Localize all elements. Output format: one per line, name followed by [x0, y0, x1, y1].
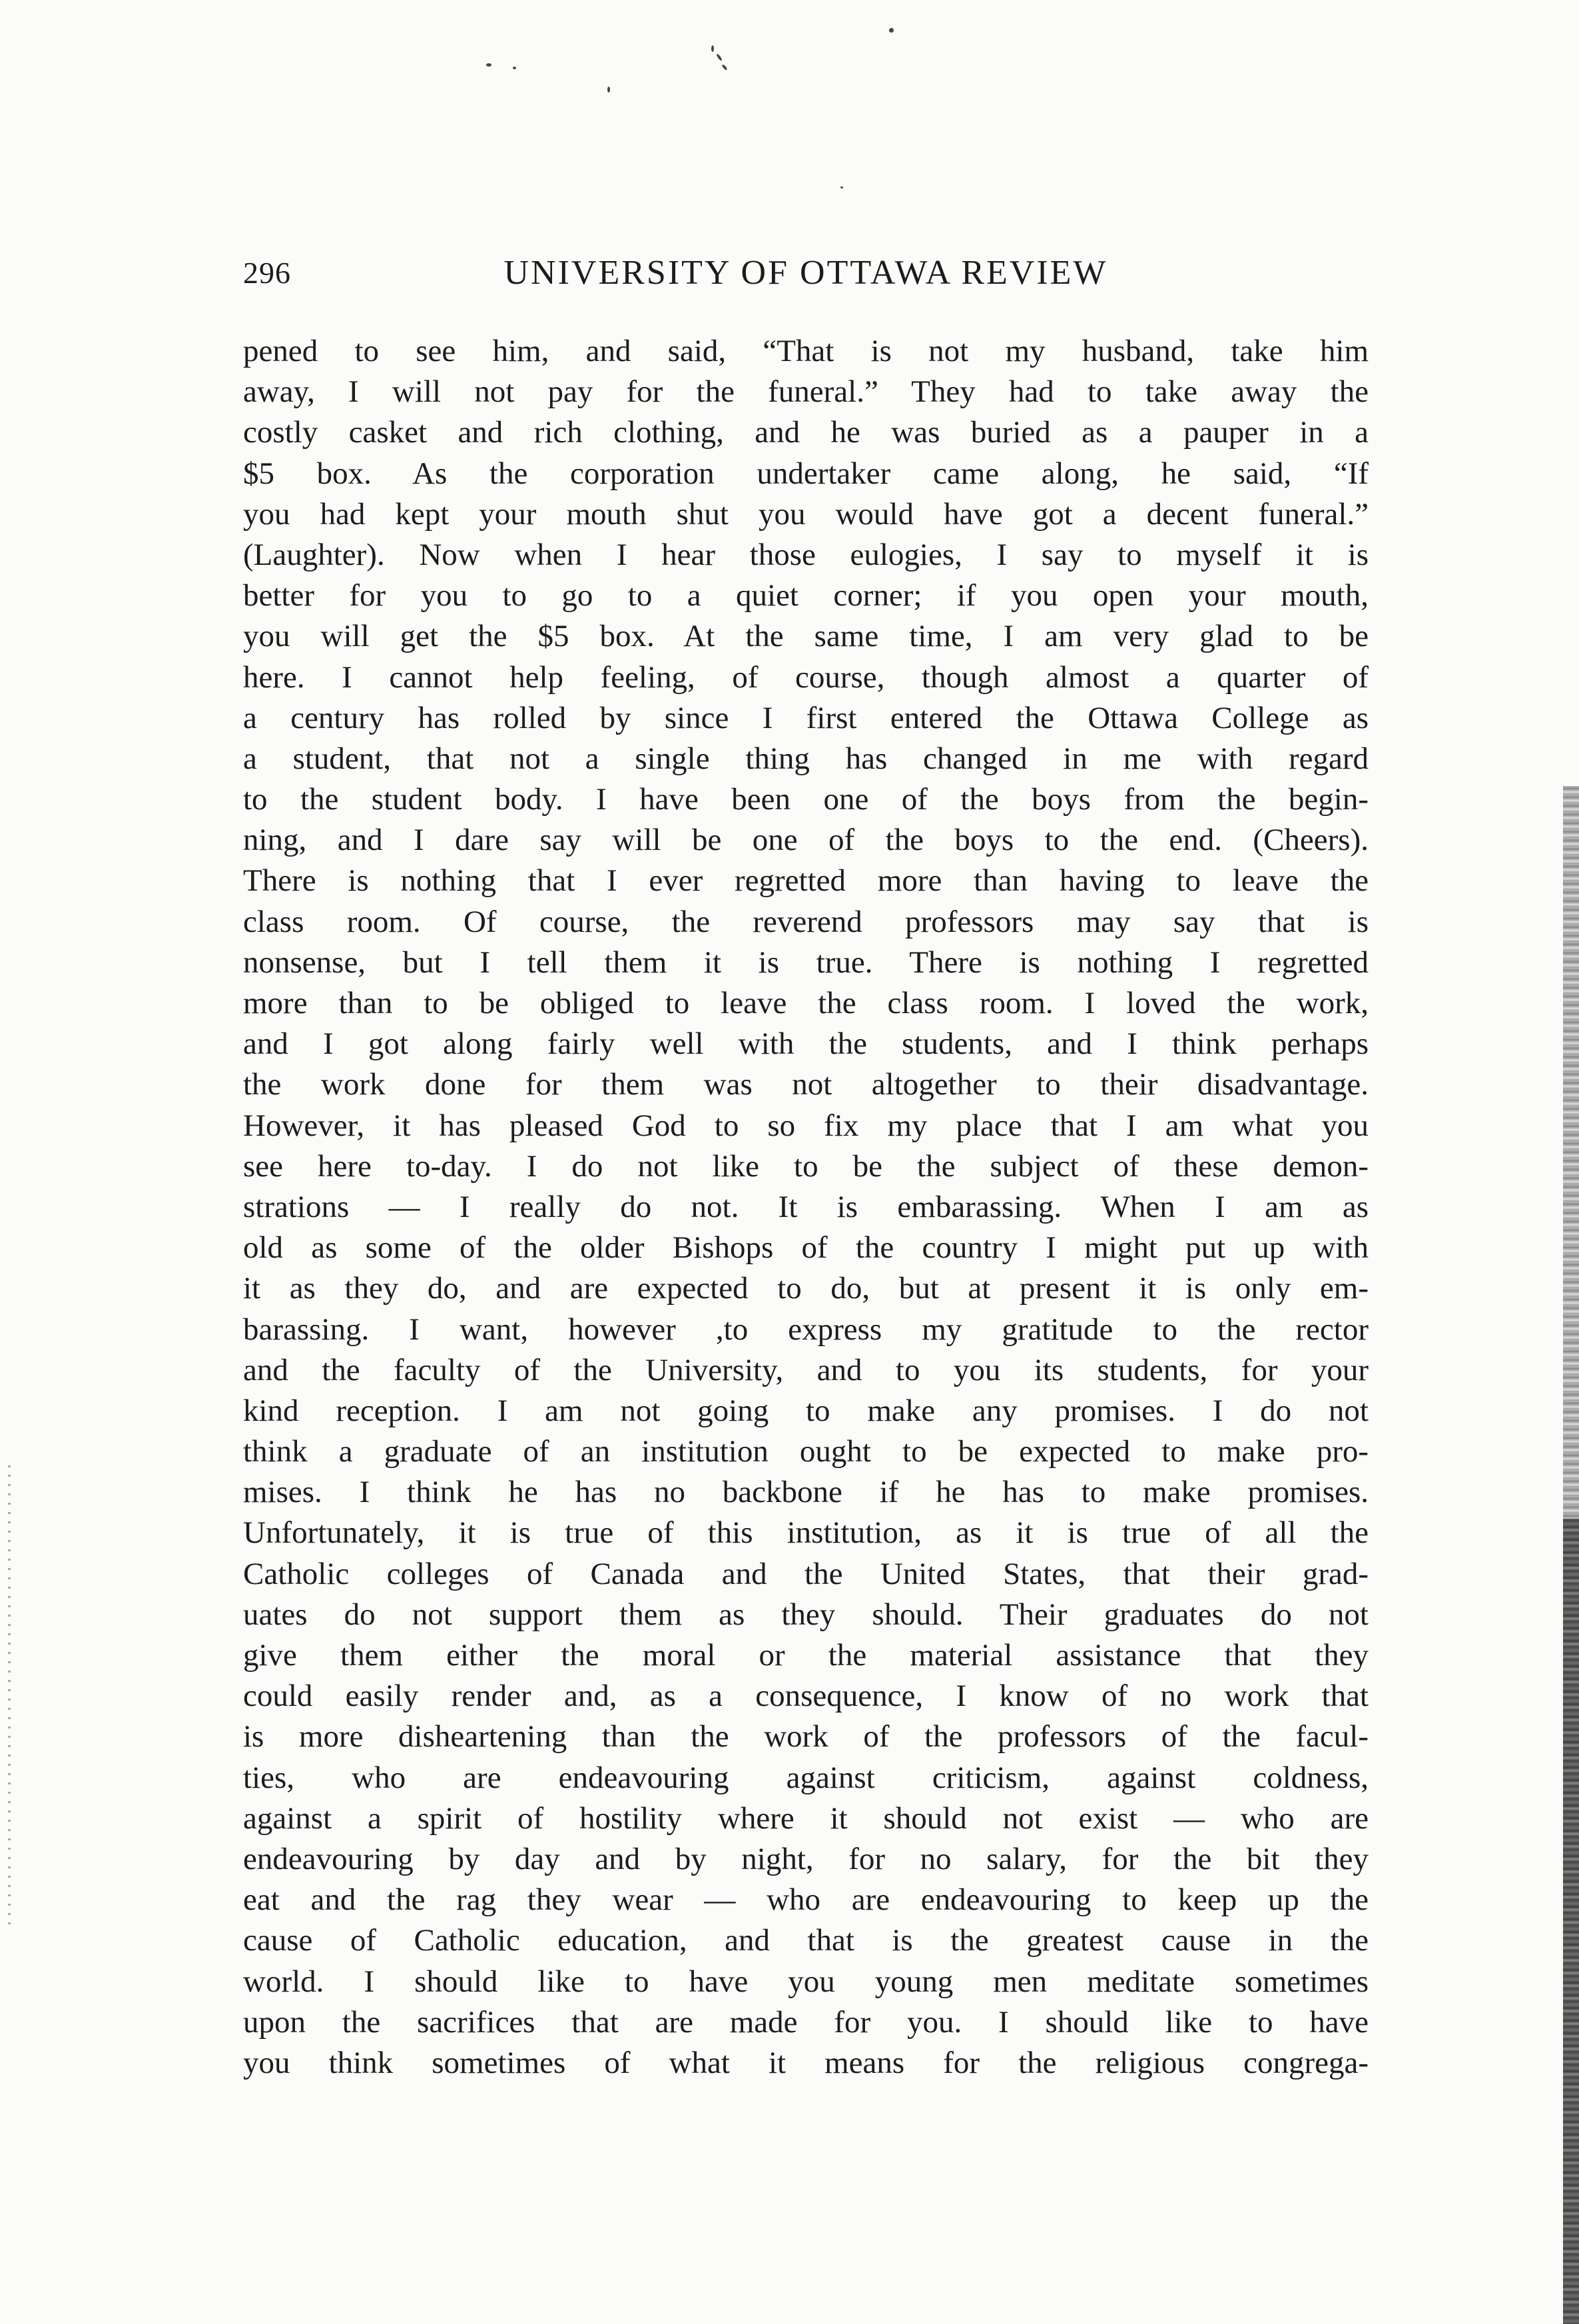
- text-line: and the faculty of the University, and to you its students, for your: [243, 1352, 1369, 1387]
- text-line: here. I cannot help feeling, of course, though almost a quarter of: [243, 659, 1369, 695]
- text-line: $5 box. As the corporation undertaker came along, he said, “If: [243, 456, 1369, 491]
- text-line: (Laughter). Now when I hear those eulogies, I say to myself it is: [243, 537, 1369, 572]
- text-line: could easily render and, as a consequence, I know of no work that: [243, 1679, 1369, 1714]
- text-line: you think sometimes of what it means for the religious congrega-: [243, 2045, 1369, 2080]
- page-header: [243, 250, 1369, 296]
- text-line: it as they do, and are expected to do, but at present it is only em-: [243, 1271, 1369, 1306]
- running-head: UNIVERSITY OF OTTAWA REVIEW: [503, 254, 1108, 292]
- text-line: think a graduate of an institution ought to be expected to make pro-: [243, 1434, 1369, 1469]
- scan-speck: [513, 67, 516, 69]
- text-line: class room. Of course, the reverend professors may say that is: [243, 904, 1369, 939]
- text-line: you had kept your mouth shut you would have got a decent funeral.”: [243, 496, 1369, 532]
- text-line: is more disheartening than the work of the professors of the facul-: [243, 1719, 1369, 1754]
- scan-speck: [889, 28, 894, 33]
- text-line: ning, and I dare say will be one of the boys to the end. (Cheers).: [243, 823, 1369, 858]
- text-line: Unfortunately, it is true of this institution, as it is true of all the: [243, 1515, 1369, 1551]
- text-line: pened to see him, and said, “That is not my husband, take him: [243, 334, 1369, 368]
- page-edge-strip-light: [1563, 786, 1579, 1519]
- text-line: against a spirit of hostility where it should not exist — who are: [243, 1800, 1369, 1836]
- text-line: uates do not support them as they should. Their graduates do not: [243, 1597, 1369, 1632]
- text-line: ties, who are endeavouring against criticism, against coldness,: [243, 1760, 1369, 1795]
- scan-edge-dots: [8, 1465, 11, 1932]
- text-line: the work done for them was not altogether to their disadvantage.: [243, 1067, 1369, 1102]
- page-number: 296: [243, 256, 291, 290]
- text-line: nonsense, but I tell them it is true. There is nothing I regretted: [243, 945, 1369, 980]
- text-line: Catholic colleges of Canada and the United States, that their grad-: [243, 1556, 1369, 1591]
- scan-speck: [607, 87, 610, 93]
- text-line: see here to-day. I do not like to be the subject of these demon-: [243, 1148, 1369, 1184]
- text-line: away, I will not pay for the funeral.” They had to take away the: [243, 374, 1369, 410]
- scan-speck: [840, 187, 843, 189]
- text-line: more than to be obliged to leave the class room. I loved the work,: [243, 986, 1369, 1020]
- text-line: cause of Catholic education, and that is the greatest cause in the: [243, 1923, 1369, 1958]
- text-line: old as some of the older Bishops of the country I might put up with: [243, 1230, 1369, 1266]
- text-line: upon the sacrifices that are made for you. I should like to have: [243, 2004, 1369, 2040]
- text-line: strations — I really do not. It is embarassing. When I am as: [243, 1189, 1369, 1224]
- scan-speck: [721, 64, 727, 71]
- scan-speck: [716, 53, 723, 61]
- scan-speck: [711, 45, 714, 52]
- text-line: There is nothing that I ever regretted more than having to leave the: [243, 863, 1369, 899]
- text-line: barassing. I want, however ,to express my gratitude to the rector: [243, 1312, 1369, 1347]
- text-line: However, it has pleased God to so fix my place that I am what you: [243, 1108, 1369, 1143]
- text-line: better for you to go to a quiet corner; if you open your mouth,: [243, 578, 1369, 613]
- scan-speck: [486, 63, 491, 67]
- text-line: and I got along fairly well with the students, and I think perhaps: [243, 1026, 1369, 1062]
- text-line: give them either the moral or the material assistance that they: [243, 1638, 1369, 1673]
- text-line: eat and the rag they wear — who are endeavouring to keep up the: [243, 1882, 1369, 1918]
- text-line: you will get the $5 box. At the same time, I am very glad to be: [243, 619, 1369, 654]
- text-line: costly casket and rich clothing, and he was buried as a pauper in a: [243, 415, 1369, 450]
- body-text: [243, 331, 1369, 2084]
- text-line: to the student body. I have been one of the boys from the begin-: [243, 782, 1369, 817]
- text-line: world. I should like to have you young men meditate sometimes: [243, 1964, 1369, 1999]
- text-line: kind reception. I am not going to make any promises. I do not: [243, 1393, 1369, 1428]
- text-line: endeavouring by day and by night, for no salary, for the bit they: [243, 1841, 1369, 1876]
- text-line: a century has rolled by since I first entered the Ottawa College as: [243, 700, 1369, 735]
- text-line: a student, that not a single thing has changed in me with regard: [243, 741, 1369, 776]
- text-line: mises. I think he has no backbone if he has to make promises.: [243, 1475, 1369, 1510]
